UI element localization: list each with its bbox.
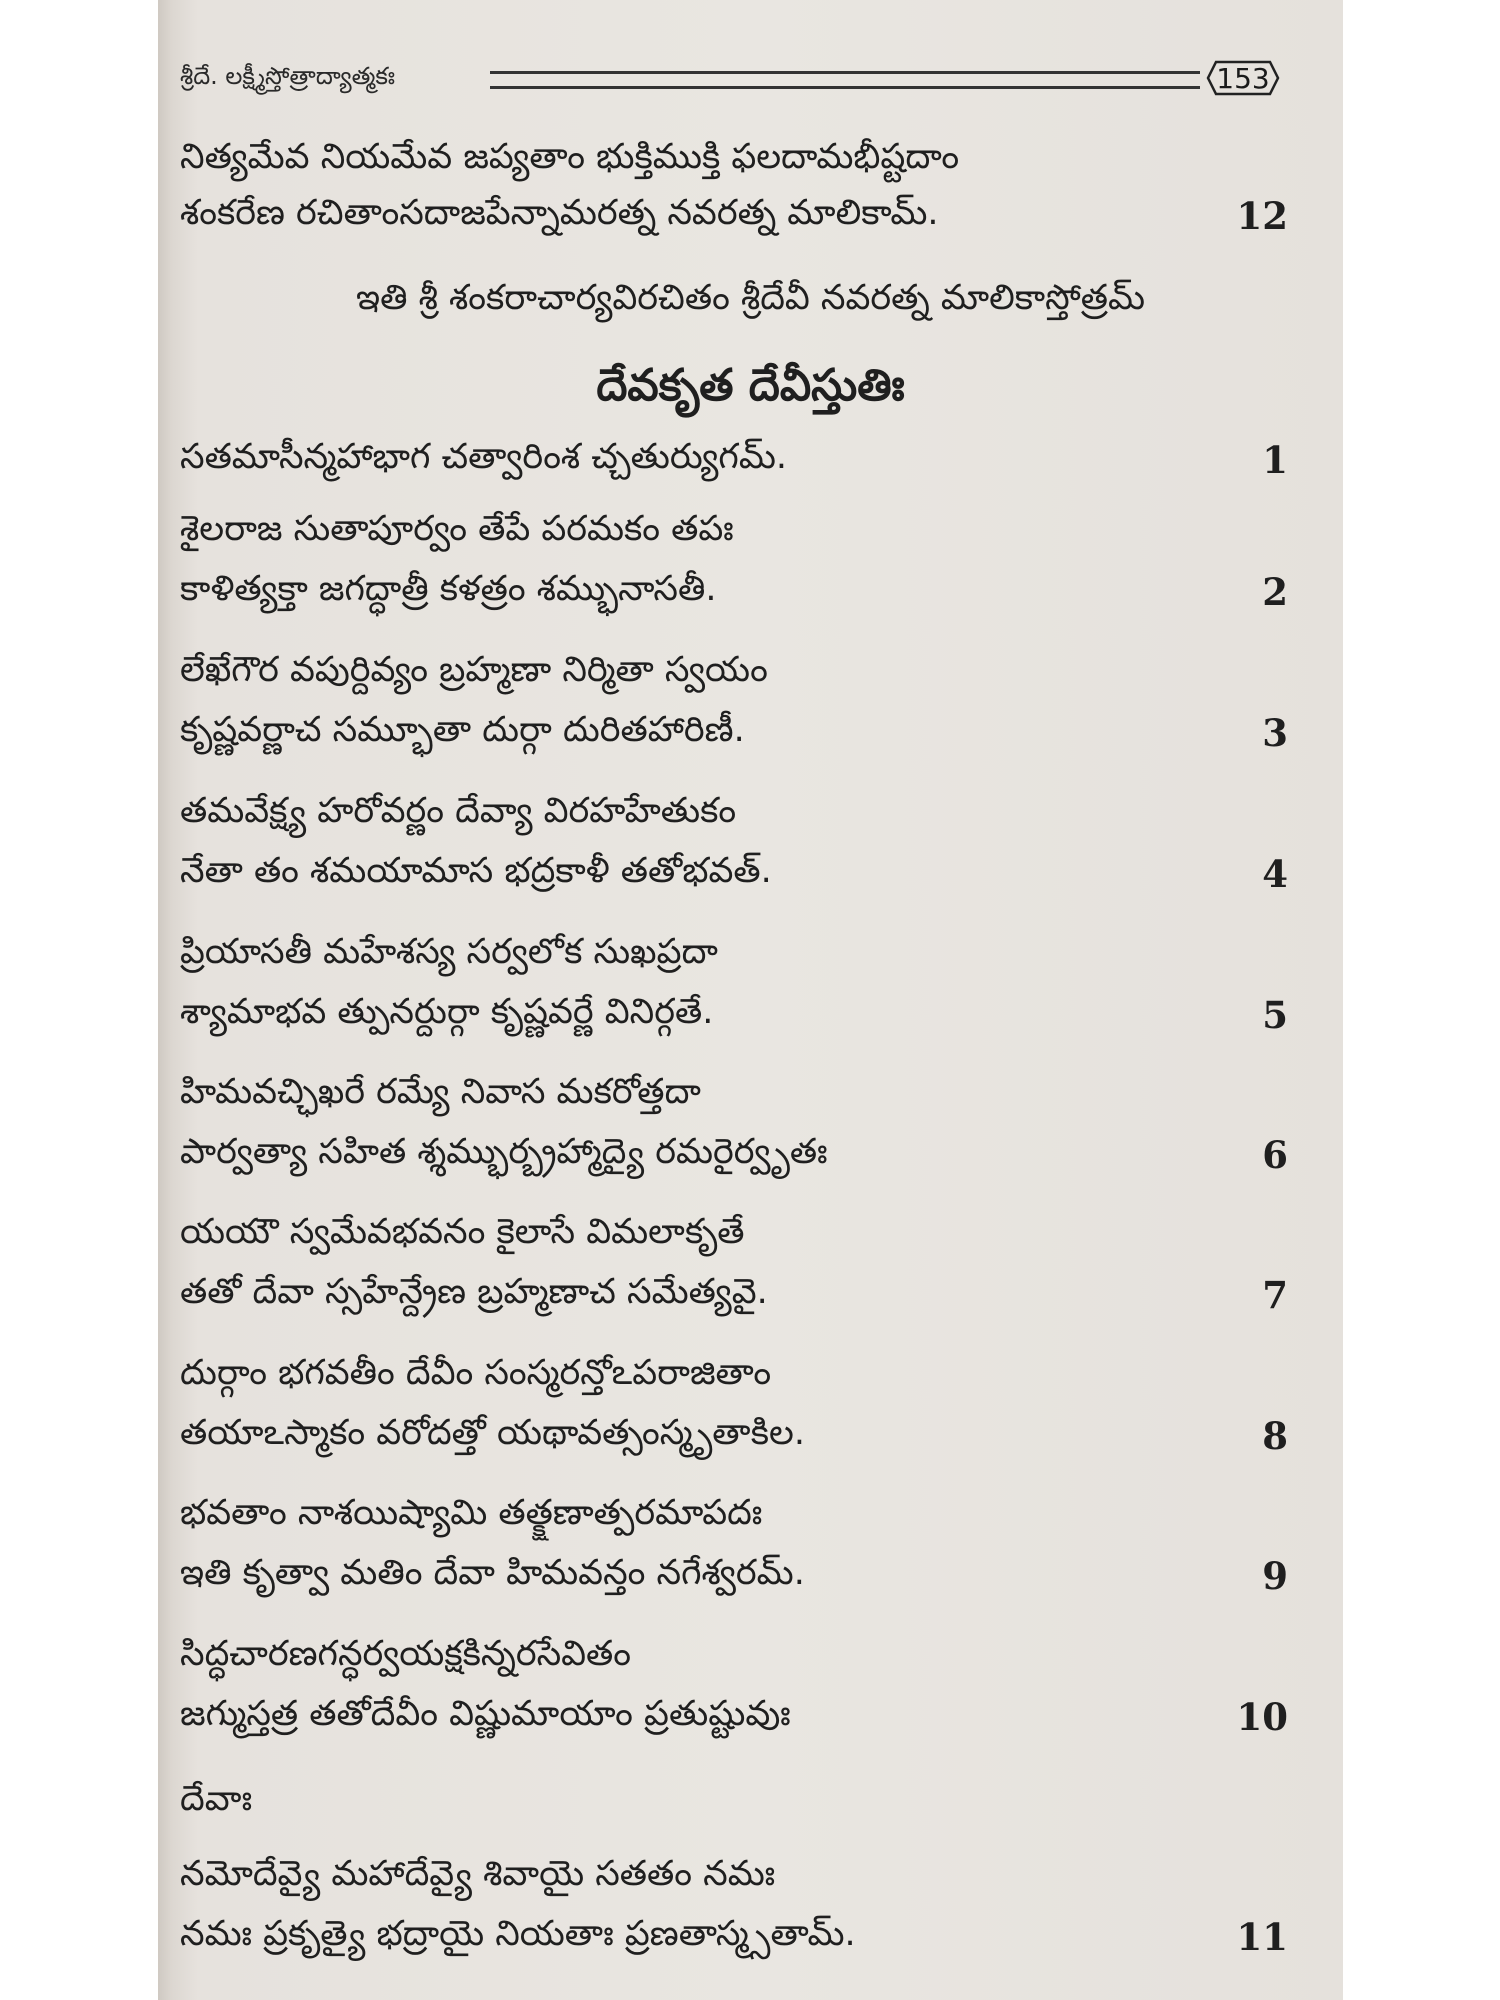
speaker-label: దేవాః [180, 1779, 253, 1819]
verse-number: 6 [1262, 1133, 1288, 1177]
verse-line: ఇతి కృత్వా మతిం దేవా హిమవన్తం నగేశ్వరమ్. [180, 1553, 805, 1593]
verse-number: 8 [1262, 1414, 1288, 1458]
verse-line: హిమవచ్ఛిఖరే రమ్యే నివాస మకరోత్తదా [180, 1072, 701, 1112]
verse-line: భవతాం నాశయిష్యామి తత్క్షణాత్పరమాపదః [180, 1493, 763, 1533]
verse-number: 11 [1236, 1915, 1288, 1959]
verse-line: కృష్ణవర్ణాచ సమ్భూతా దుర్గా దురితహారిణీ. [180, 710, 745, 750]
verse-line: శైలరాజ సుతాపూర్వం తేపే పరమకం తపః [180, 509, 734, 549]
header-double-rule [490, 71, 1200, 89]
verse-line: నేతా తం శమయామాస భద్రకాళీ తతోభవత్. [180, 851, 772, 891]
verse-line: పార్వత్యా సహిత శ్శమ్భుర్బ్రహ్మాద్యై రమరైర్వృతః [180, 1132, 828, 1172]
verse-line: దుర్గాం భగవతీం దేవీం సంస్మరన్తోఽపరాజితాం [180, 1353, 772, 1393]
verse-line: కాళిత్యక్తా జగద్ధాత్రీ కళత్రం శమ్భునాసతీ. [180, 569, 717, 609]
verse-number: 10 [1236, 1695, 1288, 1739]
verse-line: తమవేక్ష్య హరోవర్ణం దేవ్యా విరహహేతుకం [180, 791, 737, 831]
verse-line: శంకరేణ రచితాంసదాజపేన్నామరత్న నవరత్న మాలికామ్. [180, 193, 939, 233]
verse-line: శ్యామాభవ త్పునర్దుర్గా కృష్ణవర్ణే వినిర్గతే. [180, 992, 714, 1032]
book-page [158, 0, 1343, 2000]
verse-number: 2 [1262, 570, 1288, 614]
page-number: 153 [1216, 62, 1270, 95]
verse-line: తయాఽస్మాకం వరోదత్తో యథావత్సంస్మృతాకిల. [180, 1413, 805, 1453]
verse-line: తతో దేవా స్సహేన్ద్రేణ బ్రహ్మణాచ సమేత్యవై. [180, 1272, 768, 1312]
verse-number: 3 [1262, 711, 1288, 755]
verse-line: నిత్యమేవ నియమేవ జప్యతాం భుక్తిముక్తి ఫలదామభీష్టదాం [180, 137, 960, 177]
verse-line: సిద్ధచారణగన్ధర్వయక్షకిన్నరసేవితం [180, 1634, 632, 1674]
page-number-badge [1206, 60, 1280, 96]
verse-line: నమోదేవ్యై మహాదేవ్యై శివాయై సతతం నమః [180, 1854, 776, 1894]
colophon: ఇతి శ్రీ శంకరాచార్యవిరచితం శ్రీదేవీ నవరత్న మాలికాస్తోత్రమ్ [355, 278, 1146, 318]
verse-line: సతమాసీన్మహాభాగ చత్వారింశ చ్చతుర్యుగమ్. [180, 437, 787, 477]
verse-number: 12 [1236, 194, 1288, 238]
verse-line: లేఖేగౌర వపుర్దివ్యం బ్రహ్మణా నిర్మితా స్వయం [180, 650, 768, 690]
section-heading: దేవకృత దేవీస్తుతిః [596, 360, 905, 411]
verse-number: 7 [1262, 1273, 1288, 1317]
verse-number: 1 [1262, 438, 1288, 482]
verse-number: 9 [1262, 1554, 1288, 1598]
verse-line: జగ్ముస్తత్ర తతోదేవీం విష్ణుమాయాం ప్రతుష్టువుః [180, 1694, 791, 1734]
page-header [180, 58, 1290, 102]
verse-number: 5 [1262, 993, 1288, 1037]
verse-line: నమః ప్రకృత్యై భద్రాయై నియతాః ప్రణతాస్మ్సతామ్. [180, 1914, 856, 1954]
running-title: శ్రీదే. లక్ష్మీస్తోత్రాద్యాత్మకః [180, 62, 395, 90]
verse-line: ప్రియాసతీ మహేశస్య సర్వలోక సుఖప్రదా [180, 932, 718, 972]
verse-number: 4 [1262, 852, 1288, 896]
verse-line: యయౌ స్వమేవభవనం కైలాసే విమలాకృతే [180, 1212, 745, 1252]
